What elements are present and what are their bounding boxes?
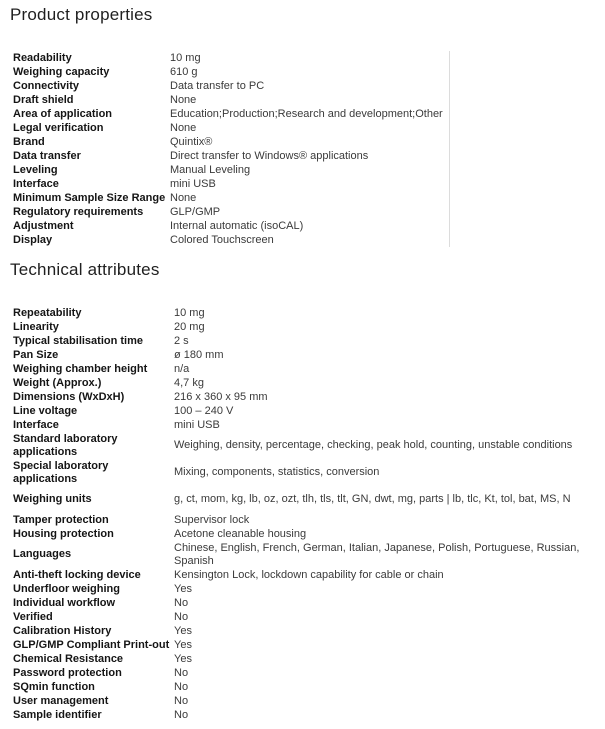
table-row — [10, 233, 450, 247]
attribute-label: Weighing chamber height — [13, 362, 148, 375]
attribute-value: No — [174, 708, 189, 721]
attribute-label: Interface — [13, 418, 59, 431]
attribute-label: Chemical Resistance — [13, 652, 124, 665]
table-row — [10, 390, 604, 404]
attribute-value: No — [174, 610, 189, 623]
property-label: Regulatory requirements — [13, 205, 144, 218]
table-row — [10, 163, 450, 177]
attribute-label: Repeatability — [13, 306, 82, 319]
property-label: Readability — [13, 51, 72, 64]
attribute-value: Weighing, density, percentage, checking, peak hold, counting, unstable conditions — [174, 439, 573, 451]
attribute-label: Special laboratory applications — [13, 459, 109, 485]
attribute-label: Line voltage — [13, 404, 78, 417]
attribute-label: Languages — [13, 548, 72, 560]
property-value: None — [170, 191, 197, 204]
property-label: Weighing capacity — [13, 65, 110, 78]
table-row — [10, 93, 450, 107]
property-label: Adjustment — [13, 219, 74, 232]
attribute-value: Supervisor lock — [174, 513, 250, 526]
table-row — [10, 177, 450, 191]
attribute-label: Housing protection — [13, 527, 114, 540]
table-row — [10, 541, 604, 568]
property-label: Connectivity — [13, 79, 80, 92]
attribute-value: No — [174, 680, 189, 693]
table-row — [10, 582, 604, 596]
attribute-value: mini USB — [174, 418, 220, 431]
table-row — [10, 418, 604, 432]
table-row — [10, 624, 604, 638]
attribute-value: Yes — [174, 652, 192, 665]
attribute-label: SQmin function — [13, 680, 95, 693]
table-row — [10, 65, 450, 79]
attribute-label: Anti-theft locking device — [13, 568, 141, 581]
table-row — [10, 362, 604, 376]
property-value: 10 mg — [170, 51, 201, 64]
table-row — [10, 404, 604, 418]
property-label: Display — [13, 233, 53, 246]
attribute-value: ø 180 mm — [174, 348, 224, 361]
property-label: Minimum Sample Size Range — [13, 191, 166, 204]
attribute-label: Individual workflow — [13, 596, 116, 609]
table-row — [10, 205, 450, 219]
attribute-label: Weight (Approx.) — [13, 376, 102, 389]
attribute-label: Underfloor weighing — [13, 582, 120, 595]
attribute-label: Verified — [13, 610, 53, 623]
property-label: Legal verification — [13, 121, 104, 134]
attribute-value: 100 – 240 V — [174, 404, 234, 417]
property-value: Direct transfer to Windows® applications — [170, 149, 369, 162]
attribute-value: 4,7 kg — [174, 376, 204, 389]
property-value: Internal automatic (isoCAL) — [170, 219, 304, 232]
attribute-label: Linearity — [13, 320, 59, 333]
attribute-value: 10 mg — [174, 306, 205, 319]
table-row — [10, 376, 604, 390]
table-row — [10, 694, 604, 708]
property-label: Data transfer — [13, 149, 81, 162]
property-value: None — [170, 121, 197, 134]
table-row — [10, 513, 604, 527]
attribute-value: Mixing, components, statistics, conversion — [174, 466, 380, 478]
table-row — [10, 652, 604, 666]
attribute-value: Yes — [174, 582, 192, 595]
technical-attributes-table — [10, 306, 604, 722]
attribute-value: g, ct, mom, kg, lb, oz, ozt, tlh, tls, tlt, GN, dwt, mg, parts | lb, tlc, Kt, tol, bat, MS, N — [174, 493, 571, 505]
attribute-value: 20 mg — [174, 320, 205, 333]
table-row — [10, 610, 604, 624]
property-value: Manual Leveling — [170, 163, 251, 176]
table-row — [10, 680, 604, 694]
table-row — [10, 320, 604, 334]
attribute-value: Kensington Lock, lockdown capability for cable or chain — [174, 568, 444, 581]
property-value: Colored Touchscreen — [170, 233, 274, 246]
attribute-value: Yes — [174, 638, 192, 651]
table-row — [10, 568, 604, 582]
table-row — [10, 596, 604, 610]
attribute-value: n/a — [174, 362, 190, 375]
table-row — [10, 638, 604, 652]
property-value: 610 g — [170, 65, 198, 78]
table-row — [10, 348, 604, 362]
table-row — [10, 334, 604, 348]
property-value: GLP/GMP — [170, 205, 221, 218]
attribute-label: User management — [13, 694, 109, 707]
attribute-label: Standard laboratory applications — [13, 432, 118, 458]
attribute-label: Tamper protection — [13, 513, 109, 526]
attribute-value: No — [174, 666, 189, 679]
table-row — [10, 135, 450, 149]
attribute-label: Password protection — [13, 666, 122, 679]
table-row — [10, 666, 604, 680]
table-row — [10, 51, 450, 65]
table-row — [10, 486, 604, 513]
property-value: None — [170, 93, 197, 106]
attribute-value: No — [174, 596, 189, 609]
attribute-value: Acetone cleanable housing — [174, 527, 307, 540]
product-properties-table — [10, 51, 450, 247]
attribute-label: Typical stabilisation time — [13, 334, 143, 347]
property-label: Leveling — [13, 163, 58, 176]
property-label: Brand — [13, 135, 45, 148]
attribute-value: 2 s — [174, 334, 189, 347]
attribute-label: GLP/GMP Compliant Print-out — [13, 638, 170, 651]
property-label: Interface — [13, 177, 59, 190]
table-row — [10, 306, 604, 320]
attribute-label: Pan Size — [13, 348, 59, 361]
table-row — [10, 79, 450, 93]
table-row — [10, 121, 450, 135]
technical-attributes-title: Technical attributes — [10, 260, 160, 279]
attribute-value: Chinese, English, French, German, Italian, Japanese, Polish, Portuguese, Russian, Spanish — [174, 541, 580, 567]
table-row — [10, 149, 450, 163]
table-row — [10, 432, 604, 459]
table-row — [10, 191, 450, 205]
table-row — [10, 708, 604, 722]
table-row — [10, 107, 450, 121]
attribute-label: Dimensions (WxDxH) — [13, 390, 125, 403]
property-value: Quintix® — [170, 135, 213, 148]
table-row — [10, 219, 450, 233]
attribute-label: Sample identifier — [13, 708, 102, 721]
table-row — [10, 527, 604, 541]
table-row — [10, 459, 604, 486]
attribute-label: Calibration History — [13, 624, 112, 637]
property-label: Draft shield — [13, 93, 74, 106]
property-value: Data transfer to PC — [170, 79, 265, 92]
attribute-value: Yes — [174, 624, 192, 637]
product-properties-title: Product properties — [10, 5, 153, 24]
property-value: Education;Production;Research and development;Other — [170, 107, 443, 120]
attribute-label: Weighing units — [13, 493, 92, 505]
property-value: mini USB — [170, 177, 216, 190]
property-label: Area of application — [13, 107, 113, 120]
attribute-value: 216 x 360 x 95 mm — [174, 390, 268, 403]
attribute-value: No — [174, 694, 189, 707]
